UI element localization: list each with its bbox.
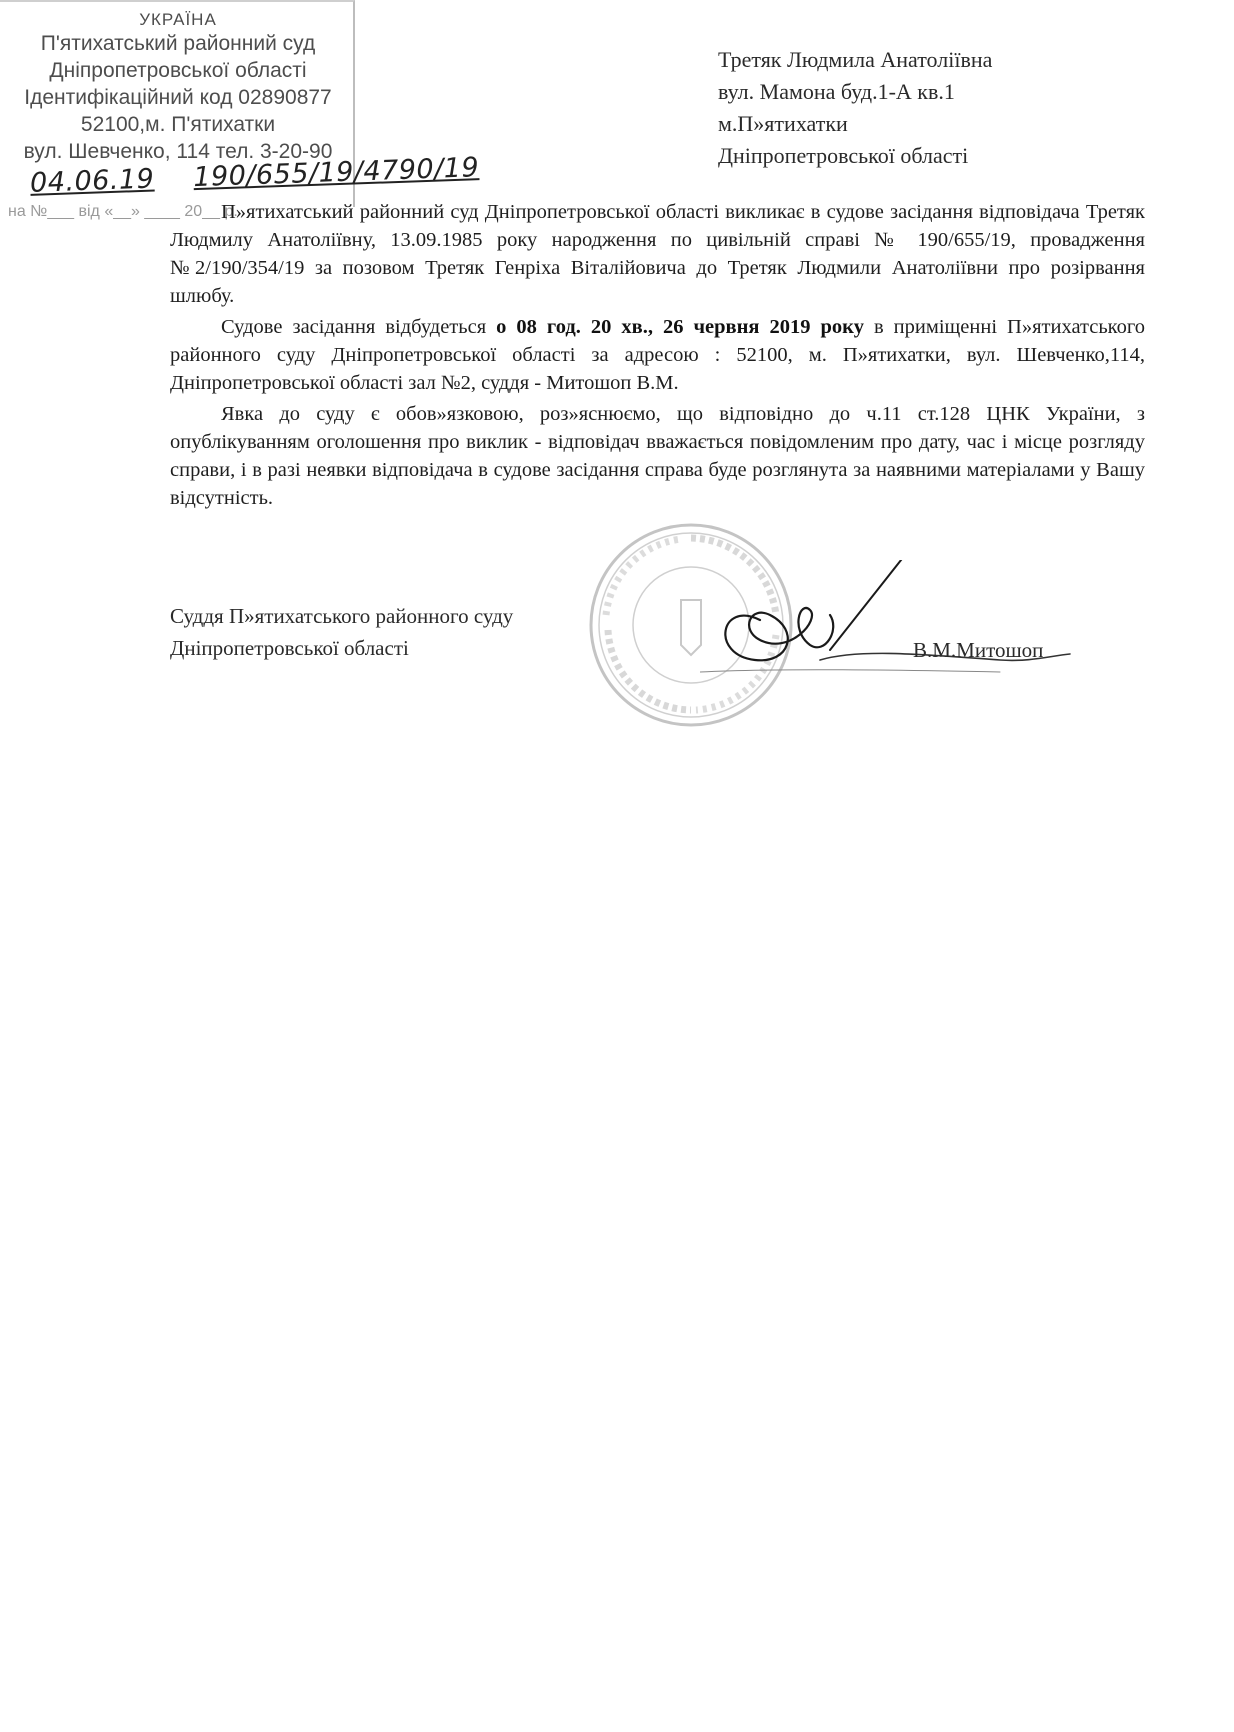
judge-signature [700, 560, 1080, 700]
judge-title-line-1: Суддя П»ятихатського районного суду [170, 604, 514, 628]
addressee-city: м.П»ятихатки [718, 111, 848, 136]
addressee-street: вул. Мамона буд.1-А кв.1 [718, 79, 955, 104]
hearing-intro: Судове засідання відбудеться [221, 316, 497, 338]
hearing-datetime: о 08 год. 20 хв., 26 червня 2019 року [496, 316, 864, 338]
stamp-country: УКРАЇНА [139, 10, 217, 29]
judge-title [170, 600, 513, 664]
addressee-block [718, 44, 992, 172]
summons-body [170, 198, 1145, 512]
addressee-region: Дніпропетровської області [718, 143, 969, 168]
outgoing-date: 04.06.19 [29, 163, 155, 199]
summons-paragraph-2 [170, 313, 1145, 397]
addressee-name: Третяк Людмила Анатоліївна [718, 47, 993, 72]
summons-paragraph-1: П»ятихатський районний суд Дніпропетровської області викликає в судове засідання відповідача Третяк Людмилу Анатоліївну, 13.09.1985 року народження по цивільній справі № 190/655/19, провадження №2/190/354/19 за позовом Третяк Генріха Віталійовича до Третяк Людмили Анатоліївни про розірвання шлюбу. [170, 201, 1145, 307]
court-stamp [8, 10, 348, 165]
summons-paragraph-3: Явка до суду є обов»язковою, роз»яснюємо, що відповідно до ч.11 ст.128 ЦНК України, з опублікуванням оголошення про виклик - відповідач вважається повідомленим про дату, час і місце розгляду справи, і в разі неявки відповідача в судове засідання справа буде розглянута за наявними матеріалами у Вашу відсутність. [170, 403, 1145, 509]
judge-title-line-2: Дніпропетровської області [170, 636, 409, 660]
stamp-court-name: П'ятихатський районний суд [40, 32, 316, 55]
stamp-region: Дніпропетровської області [49, 59, 307, 82]
outgoing-number: 190/655/19/4790/19 [192, 152, 480, 194]
stamp-reference-line: на №___ від «__» ____ 20__ р. [8, 203, 238, 220]
stamp-id-code: Ідентифікаційний код 02890877 [24, 86, 332, 109]
judge-name: В.М.Митошоп [913, 638, 1044, 662]
stamp-postal: 52100,м. П'ятихатки [80, 113, 276, 136]
stamp-street-phone: вул. Шевченко, 114 тел. 3-20-90 [23, 140, 333, 163]
hearing-location: в приміщенні П»ятихатського районного суду Дніпропетровської області за адресою : 52100, м. П»ятихатки, вул. Шевченко,114, Дніпропетровської області зал №2, суддя - Митошоп В.М. [170, 316, 1145, 394]
